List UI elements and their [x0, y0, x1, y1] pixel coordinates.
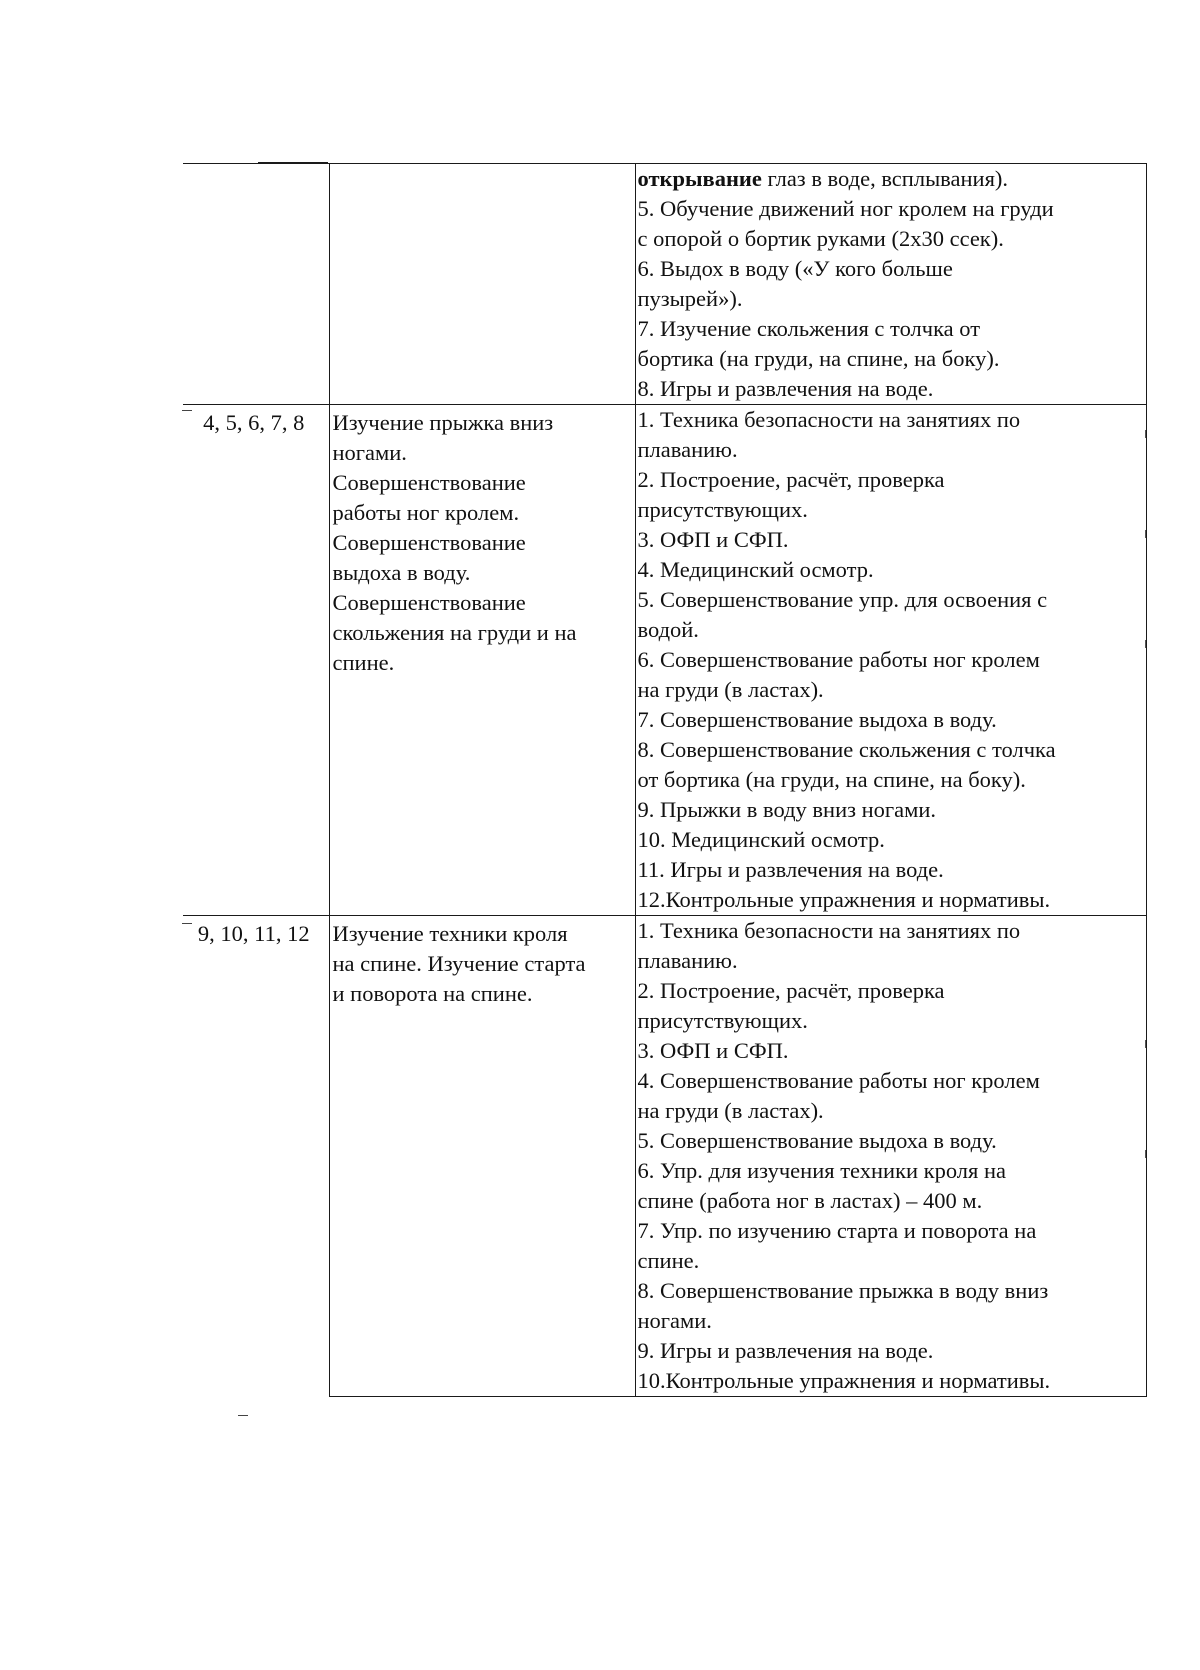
content-cell: [635, 405, 1146, 916]
content-line: открывание глаз в воде, всплывания).: [637, 166, 1009, 191]
content-line: от бортика (на груди, на спине, на боку).: [637, 767, 1026, 792]
task-line: ногами.: [332, 440, 407, 465]
content-line: 5. Обучение движений ног кролем на груди: [637, 196, 1054, 221]
content-line: 6. Выдох в воду («У кого больше: [637, 256, 953, 281]
content-line: 3. ОФП и СФП.: [637, 1038, 789, 1063]
scan-tick: [182, 410, 192, 411]
scan-mark: [1145, 640, 1146, 648]
content-cell: [635, 916, 1146, 1397]
content-line: 5. Совершенствование упр. для освоения с: [637, 587, 1048, 612]
task-line: на спине. Изучение старта: [332, 951, 586, 976]
content-line: ногами.: [637, 1308, 712, 1333]
task-line: Изучение прыжка вниз: [332, 410, 554, 435]
content-line: 12.Контрольные упражнения и нормативы.: [637, 887, 1051, 912]
table-row: [183, 916, 1146, 1397]
content-line: 8. Игры и развлечения на воде.: [637, 376, 934, 401]
table-row: [183, 164, 1146, 405]
task-line: спине.: [332, 650, 395, 675]
lesson-numbers-cell: [183, 916, 329, 1397]
content-line: 1. Техника безопасности на занятиях по: [637, 407, 1021, 432]
lesson-numbers-cell: [183, 405, 329, 916]
scan-mark: [1145, 1040, 1146, 1048]
content-line: 1. Техника безопасности на занятиях по: [637, 918, 1021, 943]
scan-tick: [238, 1415, 248, 1416]
lesson-plan-table: [183, 163, 1147, 1397]
content-line: 7. Изучение скольжения с толчка от: [637, 316, 981, 341]
task-line: выдоха в воду.: [332, 560, 471, 585]
task-line: Изучение техники кроля: [332, 921, 568, 946]
content-line: бортика (на груди, на спине, на боку).: [637, 346, 1000, 371]
task-cell: [329, 405, 635, 916]
lesson-numbers-cell: [183, 164, 329, 405]
content-line: плаванию.: [637, 948, 738, 973]
content-line: присутствующих.: [637, 497, 808, 522]
scan-mark: [1145, 530, 1146, 538]
lesson-numbers: 9, 10, 11, 12: [197, 921, 310, 946]
content-line: 8. Совершенствование прыжка в воду вниз: [637, 1278, 1049, 1303]
content-line: с опорой о бортик руками (2х30 ссек).: [637, 226, 1004, 251]
content-line: 9. Прыжки в воду вниз ногами.: [637, 797, 937, 822]
content-line: плаванию.: [637, 437, 738, 462]
content-line: на груди (в ластах).: [637, 1098, 824, 1123]
task-cell: [329, 916, 635, 1397]
task-line: и поворота на спине.: [332, 981, 533, 1006]
content-line: 4. Совершенствование работы ног кролем: [637, 1068, 1040, 1093]
content-line: 2. Построение, расчёт, проверка: [637, 467, 945, 492]
content-cell: [635, 164, 1146, 405]
content-line: 6. Упр. для изучения техники кроля на: [637, 1158, 1007, 1183]
scan-mark: [1145, 1150, 1146, 1158]
task-line: Совершенствование: [332, 530, 526, 555]
content-line: 10.Контрольные упражнения и нормативы.: [637, 1368, 1051, 1393]
content-line: 7. Упр. по изучению старта и поворота на: [637, 1218, 1037, 1243]
content-line: 5. Совершенствование выдоха в воду.: [637, 1128, 997, 1153]
lesson-numbers: 4, 5, 6, 7, 8: [203, 410, 305, 435]
task-line: скольжения на груди и на: [332, 620, 577, 645]
content-line: 4. Медицинский осмотр.: [637, 557, 874, 582]
lesson-plan-body: [183, 164, 1146, 1397]
task-line: Совершенствование: [332, 470, 526, 495]
task-line: работы ног кролем.: [332, 500, 520, 525]
scan-mark: [1145, 430, 1146, 438]
scan-tick: [182, 923, 192, 924]
content-line: 2. Построение, расчёт, проверка: [637, 978, 945, 1003]
table-row: [183, 405, 1146, 916]
content-line: 8. Совершенствование скольжения с толчка: [637, 737, 1056, 762]
content-line: присутствующих.: [637, 1008, 808, 1033]
task-line: Совершенствование: [332, 590, 526, 615]
content-line: пузырей»).: [637, 286, 743, 311]
content-line: 9. Игры и развлечения на воде.: [637, 1338, 934, 1363]
content-line: 10. Медицинский осмотр.: [637, 827, 885, 852]
content-line: 6. Совершенствование работы ног кролем: [637, 647, 1040, 672]
task-cell: [329, 164, 635, 405]
content-line: спине (работа ног в ластах) – 400 м.: [637, 1188, 983, 1213]
content-line: 3. ОФП и СФП.: [637, 527, 789, 552]
content-line: 11. Игры и развлечения на воде.: [637, 857, 944, 882]
content-line: 7. Совершенствование выдоха в воду.: [637, 707, 997, 732]
content-line: спине.: [637, 1248, 700, 1273]
content-line: водой.: [637, 617, 699, 642]
content-line: на груди (в ластах).: [637, 677, 824, 702]
